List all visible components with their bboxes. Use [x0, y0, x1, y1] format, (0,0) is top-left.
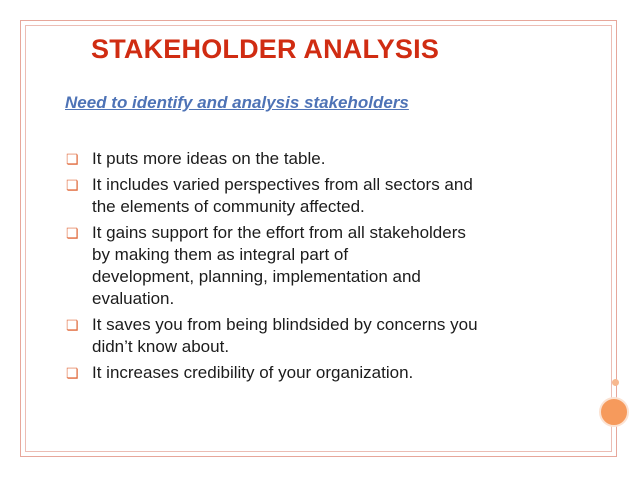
bullet-text-line: evaluation.	[92, 289, 175, 308]
bullet-text-line: It saves you from being blindsided by concerns you	[92, 315, 478, 334]
checkbox-bullet-icon: ❏	[66, 225, 79, 241]
bullet-item	[66, 362, 596, 384]
bullet-item	[66, 174, 596, 218]
checkbox-bullet-icon: ❏	[66, 317, 79, 333]
bullet-text-line: by making them as integral part of	[92, 245, 349, 264]
decorative-small-circle	[612, 379, 619, 386]
bullet-item	[66, 314, 596, 358]
checkbox-bullet-icon: ❏	[66, 151, 79, 167]
bullet-text-line: It puts more ideas on the table.	[92, 149, 326, 168]
bullet-list	[66, 148, 596, 388]
checkbox-bullet-icon: ❏	[66, 365, 79, 381]
slide-subtitle: Need to identify and analysis stakeholders	[65, 93, 409, 112]
bullet-text-line: It includes varied perspectives from all sectors and	[92, 175, 473, 194]
bullet-item	[66, 222, 596, 310]
bullet-text-line: didn’t know about.	[92, 337, 230, 356]
bullet-item	[66, 148, 596, 170]
bullet-text-line: It increases credibility of your organization.	[92, 363, 414, 382]
bullet-text-line: the elements of community affected.	[92, 197, 365, 216]
checkbox-bullet-icon: ❏	[66, 177, 79, 193]
decorative-circle	[599, 397, 629, 427]
bullet-text-line: development, planning, implementation and	[92, 267, 421, 286]
bullet-text-line: It gains support for the effort from all stakeholders	[92, 223, 466, 242]
slide-title: STAKEHOLDER ANALYSIS	[91, 34, 440, 64]
